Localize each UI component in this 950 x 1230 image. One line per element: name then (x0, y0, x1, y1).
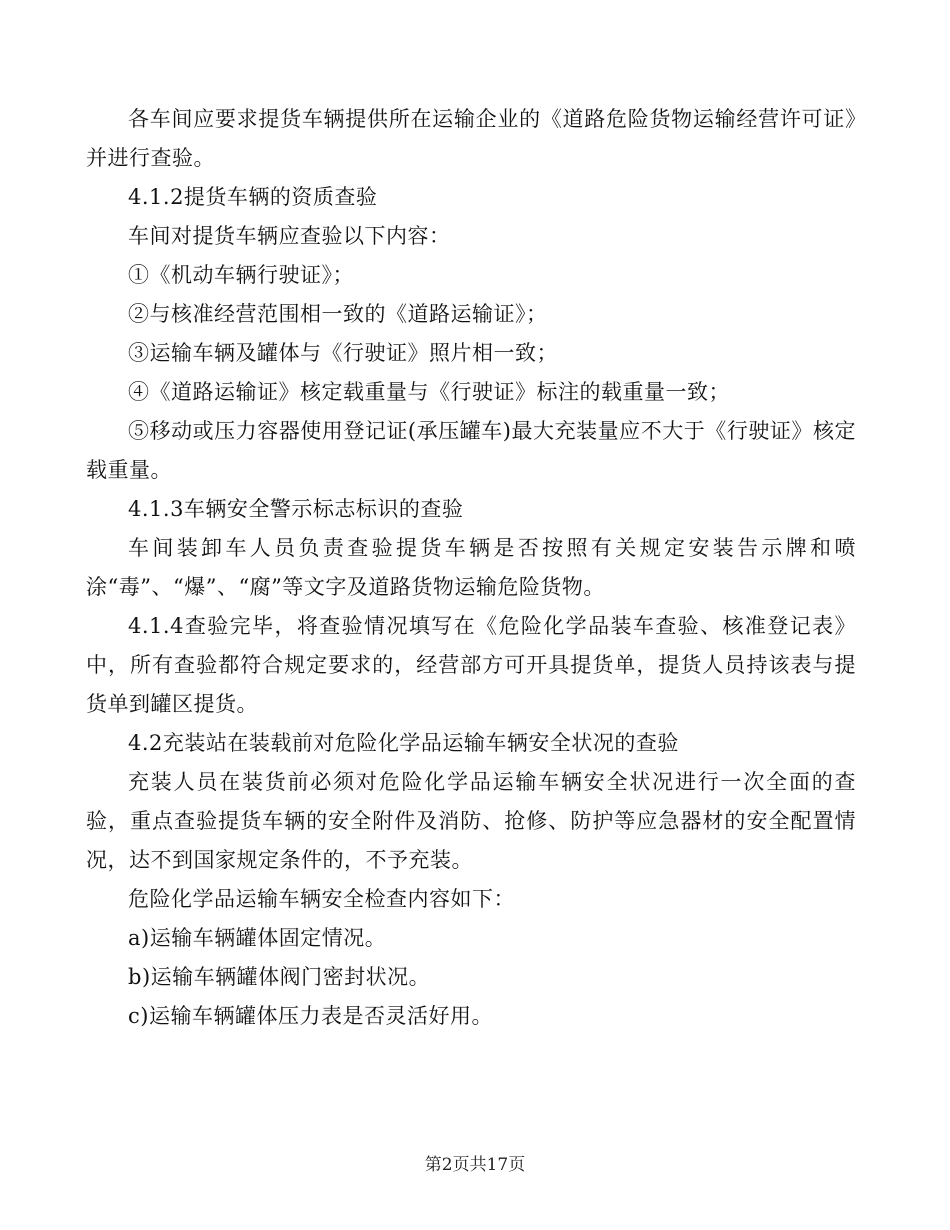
page-number: 第2页共17页 (424, 1155, 526, 1175)
list-item: c)运输车辆罐体压力表是否灵活好用。 (128, 1004, 493, 1028)
list-item: ③运输车辆及罐体与《行驶证》照片相一致； (128, 341, 558, 365)
document-body (86, 100, 856, 1036)
section-heading: 4.2充装站在装载前对危险化学品运输车辆安全状况的查验 (128, 731, 679, 755)
list-item: ④《道路运输证》核定载重量与《行驶证》标注的载重量一致； (128, 380, 730, 404)
list-item: ⑤移动或压力容器使用登记证(承压罐车)最大充装量应不大于《行驶证》核定载重量。 (86, 419, 856, 482)
list-item: a)运输车辆罐体固定情况。 (128, 926, 387, 950)
paragraph: 车间装卸车人员负责查验提货车辆是否按照有关规定安装告示牌和喷涂“毒”、“爆”、“腐”等文字及道路货物运输危险货物。 (86, 536, 856, 599)
list-item: ①《机动车辆行驶证》； (128, 263, 354, 287)
section-heading: 4.1.3车辆安全警示标志标识的查验 (128, 497, 464, 521)
paragraph: 充装人员在装货前必须对危险化学品运输车辆安全状况进行一次全面的查验，重点查验提货车辆的安全附件及消防、抢修、防护等应急器材的安全配置情况，达不到国家规定条件的，不予充装。 (86, 770, 856, 872)
paragraph: 4.1.4查验完毕，将查验情况填写在《危险化学品装车查验、核准登记表》中，所有查验都符合规定要求的，经营部方可开具提货单，提货人员持该表与提货单到罐区提货。 (86, 614, 856, 716)
list-item: ②与核准经营范围相一致的《道路运输证》； (128, 302, 548, 326)
list-item: b)运输车辆罐体阀门密封状况。 (128, 965, 431, 989)
paragraph: 危险化学品运输车辆安全检查内容如下： (128, 887, 515, 911)
paragraph: 车间对提货车辆应查验以下内容： (128, 224, 451, 248)
paragraph: 各车间应要求提货车辆提供所在运输企业的《道路危险货物运输经营许可证》并进行查验。 (86, 107, 856, 170)
section-heading: 4.1.2提货车辆的资质查验 (128, 185, 378, 209)
